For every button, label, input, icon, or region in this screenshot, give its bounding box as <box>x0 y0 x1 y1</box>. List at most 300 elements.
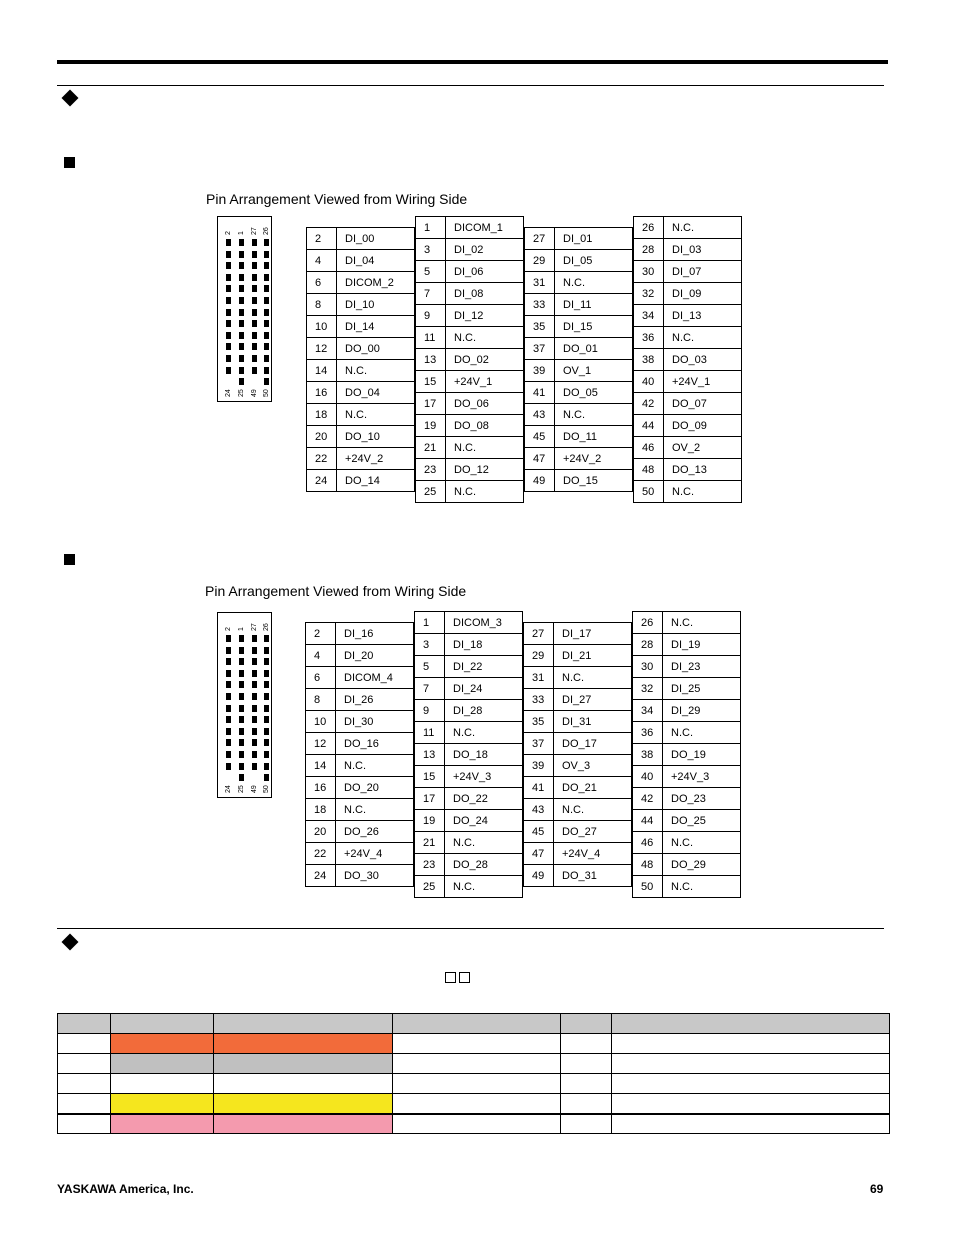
pin-signal: DI_27 <box>554 689 632 711</box>
connector-pin <box>264 343 269 350</box>
pin-signal: DO_28 <box>445 854 523 876</box>
pin-row <box>524 843 632 865</box>
connector-pin <box>226 239 231 246</box>
pin-number: 23 <box>415 854 445 876</box>
pin-number: 22 <box>307 448 337 470</box>
pin-row <box>416 415 524 437</box>
header-cell <box>392 1014 561 1034</box>
connector-pin <box>264 763 269 770</box>
pin-row <box>525 228 633 250</box>
pin-row <box>306 865 414 887</box>
connector-pin <box>252 658 257 665</box>
connector-pin <box>239 763 244 770</box>
pin-number: 39 <box>525 360 555 382</box>
connector-pin <box>252 309 257 316</box>
pin-arrangement-caption-2: Pin Arrangement Viewed from Wiring Side <box>205 583 467 599</box>
pin-signal: DO_05 <box>555 382 633 404</box>
pin-row <box>524 645 632 667</box>
table-cell <box>392 1074 561 1094</box>
pin-number: 14 <box>306 755 336 777</box>
pin-number: 1 <box>415 612 445 634</box>
pin-signal: +24V_2 <box>555 448 633 470</box>
pin-number: 6 <box>306 667 336 689</box>
connector-pin <box>252 251 257 258</box>
pin-number: 20 <box>306 821 336 843</box>
connector-pin <box>239 705 244 712</box>
pin-row <box>416 239 524 261</box>
pin-column <box>414 611 523 898</box>
pin-number: 26 <box>633 612 663 634</box>
header-cell <box>213 1014 392 1034</box>
table-cell <box>612 1054 890 1074</box>
pin-number: 15 <box>415 766 445 788</box>
connector-pin <box>226 739 231 746</box>
color-table-header <box>58 1014 890 1034</box>
pin-number: 18 <box>306 799 336 821</box>
connector-pin <box>226 367 231 374</box>
pin-signal: DO_09 <box>664 415 742 437</box>
pin-row <box>633 854 741 876</box>
pin-signal: DI_06 <box>446 261 524 283</box>
table-cell <box>58 1094 111 1114</box>
pin-number: 34 <box>633 700 663 722</box>
pin-signal: N.C. <box>337 360 415 382</box>
pin-row <box>416 283 524 305</box>
pin-number: 43 <box>524 799 554 821</box>
pin-number: 44 <box>634 415 664 437</box>
pin-row <box>307 426 415 448</box>
pin-signal: DI_14 <box>337 316 415 338</box>
checkbox-placeholder-icons <box>445 970 473 988</box>
connector-label: 27 <box>251 227 258 235</box>
connector-pin <box>264 320 269 327</box>
pin-row <box>524 667 632 689</box>
pin-number: 16 <box>306 777 336 799</box>
connector-pin <box>252 681 257 688</box>
color-table-row <box>58 1054 890 1074</box>
pin-row <box>525 316 633 338</box>
connector-pin <box>264 716 269 723</box>
connector-pin <box>264 705 269 712</box>
pin-number: 48 <box>634 459 664 481</box>
pin-row <box>416 261 524 283</box>
pin-row <box>415 766 523 788</box>
pin-signal: N.C. <box>446 327 524 349</box>
pin-number: 38 <box>634 349 664 371</box>
pin-signal: DI_05 <box>555 250 633 272</box>
pin-number: 44 <box>633 810 663 832</box>
pin-signal: N.C. <box>446 437 524 459</box>
pin-number: 18 <box>307 404 337 426</box>
color-table-row <box>58 1074 890 1094</box>
connector-pin <box>252 647 257 654</box>
pin-number: 41 <box>524 777 554 799</box>
pin-row <box>524 777 632 799</box>
pin-row <box>634 305 742 327</box>
connector-pin <box>264 239 269 246</box>
pin-signal: DO_21 <box>554 777 632 799</box>
pin-signal: DO_15 <box>555 470 633 492</box>
connector-pin <box>239 320 244 327</box>
pin-number: 49 <box>524 865 554 887</box>
pin-signal: DO_03 <box>664 349 742 371</box>
pin-number: 11 <box>416 327 446 349</box>
pin-number: 25 <box>416 481 446 503</box>
connector-pin <box>264 378 269 385</box>
color-code-table <box>57 1013 890 1134</box>
pin-signal: N.C. <box>446 481 524 503</box>
connector-pin <box>264 297 269 304</box>
color-swatch-cell <box>213 1054 392 1074</box>
pin-row <box>306 821 414 843</box>
pin-row <box>524 865 632 887</box>
pin-signal: +24V_2 <box>337 448 415 470</box>
pin-number: 38 <box>633 744 663 766</box>
connector-pin <box>252 705 257 712</box>
pin-signal: DO_11 <box>555 426 633 448</box>
pin-row <box>415 634 523 656</box>
pin-row <box>416 371 524 393</box>
pin-number: 50 <box>634 481 664 503</box>
pin-number: 10 <box>306 711 336 733</box>
connector-pin <box>226 332 231 339</box>
pin-signal: DO_29 <box>663 854 741 876</box>
connector-label: 27 <box>251 623 258 631</box>
header-cell <box>561 1014 612 1034</box>
pin-number: 33 <box>524 689 554 711</box>
connector-pin <box>264 367 269 374</box>
connector-pin <box>252 751 257 758</box>
pin-number: 17 <box>416 393 446 415</box>
pin-number: 37 <box>524 733 554 755</box>
pin-row <box>634 393 742 415</box>
pin-row <box>633 788 741 810</box>
pin-number: 32 <box>633 678 663 700</box>
diamond-bullet-icon <box>62 934 79 951</box>
connector-pin <box>239 251 244 258</box>
connector-pin <box>264 647 269 654</box>
connector-pin <box>264 251 269 258</box>
pin-number: 24 <box>307 470 337 492</box>
connector-pin <box>239 309 244 316</box>
pin-signal: N.C. <box>555 272 633 294</box>
pin-signal: +24V_3 <box>663 766 741 788</box>
pin-row <box>307 250 415 272</box>
pin-number: 42 <box>633 788 663 810</box>
pin-signal: DI_04 <box>337 250 415 272</box>
pin-signal: DO_26 <box>336 821 414 843</box>
pin-number: 2 <box>306 623 336 645</box>
pin-number: 14 <box>307 360 337 382</box>
pin-row <box>415 700 523 722</box>
color-swatch-cell <box>213 1114 392 1134</box>
connector-label: 25 <box>238 389 245 397</box>
connector-pin <box>226 728 231 735</box>
connector-pin <box>264 774 269 781</box>
color-swatch-cell <box>213 1094 392 1114</box>
pin-signal: DO_24 <box>445 810 523 832</box>
connector-label: 26 <box>263 623 270 631</box>
pin-signal: N.C. <box>663 612 741 634</box>
pin-row <box>634 371 742 393</box>
pin-number: 22 <box>306 843 336 865</box>
connector-label: 24 <box>225 389 232 397</box>
pin-number: 5 <box>416 261 446 283</box>
pin-signal: DO_14 <box>337 470 415 492</box>
table-cell <box>561 1114 612 1134</box>
pin-row <box>634 327 742 349</box>
pin-number: 12 <box>306 733 336 755</box>
pin-number: 3 <box>416 239 446 261</box>
pin-number: 29 <box>525 250 555 272</box>
connector-pin <box>252 274 257 281</box>
pin-row <box>306 645 414 667</box>
pin-number: 7 <box>415 678 445 700</box>
connector-pin <box>264 285 269 292</box>
connector-pin <box>264 658 269 665</box>
pin-column <box>523 622 632 887</box>
pin-column <box>633 216 742 503</box>
pin-row <box>634 481 742 503</box>
pin-number: 29 <box>524 645 554 667</box>
pin-signal: DO_13 <box>664 459 742 481</box>
connector-pin <box>226 693 231 700</box>
pin-signal: DI_29 <box>663 700 741 722</box>
connector-pin <box>252 285 257 292</box>
pin-row <box>633 876 741 898</box>
pin-number: 23 <box>416 459 446 481</box>
pin-row <box>415 744 523 766</box>
connector-pin <box>226 355 231 362</box>
pin-number: 5 <box>415 656 445 678</box>
diamond-bullet-icon <box>62 90 79 107</box>
pin-row <box>525 338 633 360</box>
pin-row <box>306 667 414 689</box>
pin-signal: DI_22 <box>445 656 523 678</box>
pin-row <box>633 744 741 766</box>
connector-pin <box>264 681 269 688</box>
table-cell <box>58 1054 111 1074</box>
connector-pin <box>252 728 257 735</box>
table-cell <box>58 1074 111 1094</box>
pin-row <box>634 349 742 371</box>
pin-row <box>524 711 632 733</box>
pin-number: 30 <box>634 261 664 283</box>
header-cell <box>110 1014 213 1034</box>
pin-row <box>524 821 632 843</box>
pin-signal: DI_25 <box>663 678 741 700</box>
pin-row <box>306 843 414 865</box>
pin-number: 42 <box>634 393 664 415</box>
table-cell <box>612 1034 890 1054</box>
table-cell <box>58 1034 111 1054</box>
pin-number: 21 <box>416 437 446 459</box>
connector-label: 2 <box>225 231 232 235</box>
pin-column <box>415 216 524 503</box>
connector-pin <box>226 320 231 327</box>
pin-signal: N.C. <box>337 404 415 426</box>
square-bullet-icon <box>64 157 75 168</box>
connector-label: 49 <box>251 389 258 397</box>
pin-signal: DO_08 <box>446 415 524 437</box>
pin-signal: N.C. <box>336 799 414 821</box>
pin-signal: N.C. <box>663 876 741 898</box>
pin-signal: DI_15 <box>555 316 633 338</box>
pin-number: 9 <box>416 305 446 327</box>
color-swatch-cell <box>213 1034 392 1054</box>
connector-pin <box>239 774 244 781</box>
pin-row <box>634 437 742 459</box>
pin-signal: DI_12 <box>446 305 524 327</box>
pin-signal: DICOM_3 <box>445 612 523 634</box>
pin-signal: DI_18 <box>445 634 523 656</box>
pin-number: 24 <box>306 865 336 887</box>
color-swatch-cell <box>110 1074 213 1094</box>
pin-number: 21 <box>415 832 445 854</box>
connector-pin <box>264 332 269 339</box>
color-table-row <box>58 1114 890 1134</box>
connector-pin <box>252 763 257 770</box>
pin-signal: DO_30 <box>336 865 414 887</box>
pin-row <box>633 832 741 854</box>
pin-signal: DO_12 <box>446 459 524 481</box>
connector-pin <box>239 635 244 642</box>
table-cell <box>612 1094 890 1114</box>
pin-signal: DI_16 <box>336 623 414 645</box>
connector-pin <box>239 693 244 700</box>
pin-row <box>415 612 523 634</box>
connector-pin <box>239 239 244 246</box>
pin-signal: DI_09 <box>664 283 742 305</box>
color-swatch-cell <box>110 1114 213 1134</box>
connector-pin <box>239 658 244 665</box>
pin-signal: N.C. <box>664 327 742 349</box>
connector-pin <box>226 763 231 770</box>
connector-pin <box>264 309 269 316</box>
pin-row <box>524 755 632 777</box>
pin-row <box>307 448 415 470</box>
pin-number: 34 <box>634 305 664 327</box>
pin-row <box>633 656 741 678</box>
pin-row <box>416 217 524 239</box>
pin-signal: N.C. <box>445 832 523 854</box>
pin-signal: N.C. <box>663 832 741 854</box>
pin-signal: DO_31 <box>554 865 632 887</box>
pin-row <box>633 678 741 700</box>
square-bullet-icon <box>64 554 75 565</box>
pin-row <box>307 404 415 426</box>
connector-pin <box>252 239 257 246</box>
pin-number: 41 <box>525 382 555 404</box>
pin-signal: DI_26 <box>336 689 414 711</box>
pin-signal: DO_06 <box>446 393 524 415</box>
connector-pin <box>226 705 231 712</box>
pin-row <box>415 788 523 810</box>
connector-pin <box>226 297 231 304</box>
pin-number: 17 <box>415 788 445 810</box>
pin-row <box>415 810 523 832</box>
pin-row <box>633 766 741 788</box>
pin-signal: +24V_4 <box>554 843 632 865</box>
pin-number: 46 <box>633 832 663 854</box>
pin-row <box>415 722 523 744</box>
header-cell <box>612 1014 890 1034</box>
pin-row <box>634 459 742 481</box>
pin-row <box>634 283 742 305</box>
pin-number: 45 <box>525 426 555 448</box>
connector-pin <box>226 309 231 316</box>
connector-pin <box>226 658 231 665</box>
pin-row <box>634 415 742 437</box>
table-cell <box>392 1054 561 1074</box>
pin-row <box>306 755 414 777</box>
connector-pin <box>264 274 269 281</box>
header-cell <box>58 1014 111 1034</box>
connector-diagram-1 <box>217 216 272 402</box>
pin-signal: DO_04 <box>337 382 415 404</box>
pin-number: 6 <box>307 272 337 294</box>
pin-signal: N.C. <box>445 876 523 898</box>
pin-signal: DI_11 <box>555 294 633 316</box>
connector-pin <box>239 681 244 688</box>
pin-number: 40 <box>633 766 663 788</box>
pin-signal: DI_19 <box>663 634 741 656</box>
pin-signal: N.C. <box>554 799 632 821</box>
pin-signal: DI_02 <box>446 239 524 261</box>
box-icon <box>459 972 470 983</box>
pin-number: 8 <box>307 294 337 316</box>
pin-signal: DO_01 <box>555 338 633 360</box>
pin-number: 11 <box>415 722 445 744</box>
table-cell <box>612 1114 890 1134</box>
connector-pin <box>252 297 257 304</box>
pin-signal: N.C. <box>663 722 741 744</box>
connector-pin <box>252 739 257 746</box>
pin-row <box>634 239 742 261</box>
pin-signal: N.C. <box>664 481 742 503</box>
pin-row <box>307 470 415 492</box>
pin-row <box>633 634 741 656</box>
pin-column <box>632 611 741 898</box>
connector-pin <box>239 739 244 746</box>
pin-row <box>416 481 524 503</box>
pin-signal: DICOM_2 <box>337 272 415 294</box>
connector-pin <box>226 635 231 642</box>
pin-signal: DI_30 <box>336 711 414 733</box>
pin-number: 31 <box>525 272 555 294</box>
pin-row <box>306 777 414 799</box>
connector-pin <box>239 343 244 350</box>
pin-row <box>416 305 524 327</box>
connector-pin <box>239 274 244 281</box>
section-divider-2 <box>57 928 884 929</box>
pin-number: 12 <box>307 338 337 360</box>
pin-number: 3 <box>415 634 445 656</box>
pin-number: 19 <box>416 415 446 437</box>
pin-number: 28 <box>633 634 663 656</box>
pin-number: 30 <box>633 656 663 678</box>
pin-signal: DI_31 <box>554 711 632 733</box>
pin-number: 27 <box>525 228 555 250</box>
connector-pin <box>226 716 231 723</box>
connector-pin <box>226 262 231 269</box>
connector-label: 49 <box>251 785 258 793</box>
pin-row <box>307 338 415 360</box>
connector-pin <box>264 739 269 746</box>
pin-signal: DO_19 <box>663 744 741 766</box>
pin-number: 48 <box>633 854 663 876</box>
pin-signal: DI_23 <box>663 656 741 678</box>
